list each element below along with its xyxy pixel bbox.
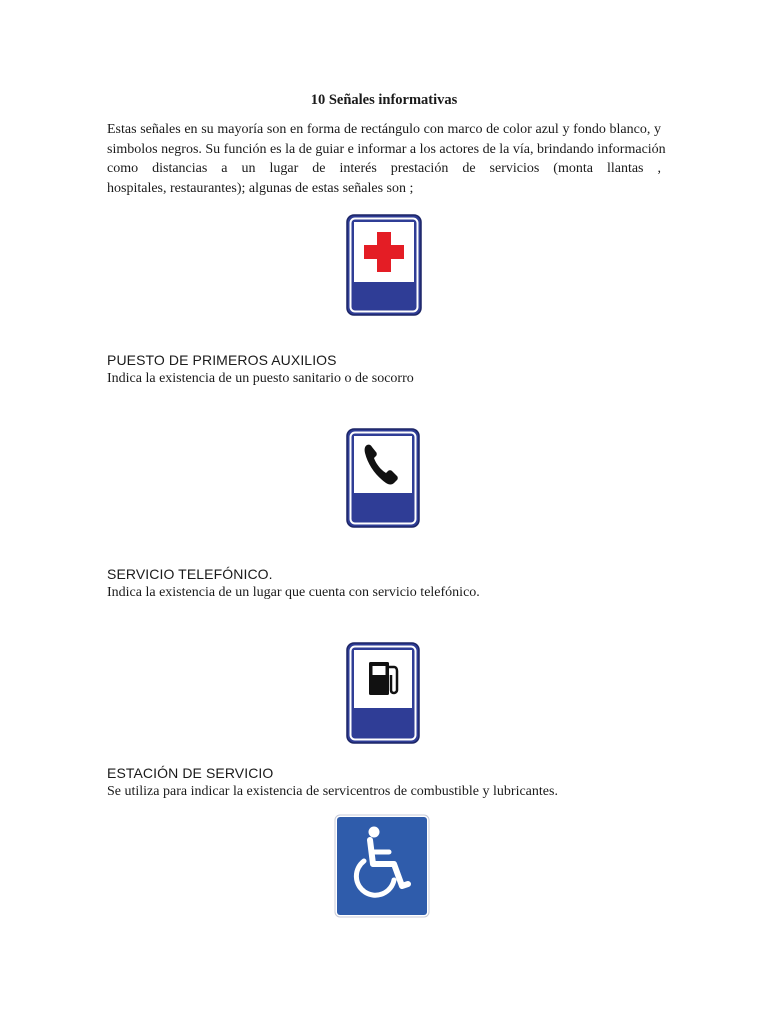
intro-line: como distancias a un lugar de interés prestación de servicios (monta llantas , [107,161,661,176]
first-aid-description: Indica la existencia de un puesto sanitario o de socorro [107,371,414,386]
document-title: 10 Señales informativas [310,92,458,108]
wheelchair-icon [334,814,430,918]
red-cross-icon [346,214,422,316]
intro-paragraph [107,120,666,198]
service-station-description: Se utiliza para indicar la existencia de servicentros de combustible y lubricantes. [107,784,558,799]
first-aid-title: PUESTO DE PRIMEROS AUXILIOS [107,352,337,368]
service-station-sign [346,642,420,744]
accessibility-sign [334,814,430,918]
telephone-sign [346,428,420,528]
intro-line: Estas señales en su mayoría son en forma de rectángulo con marco de color azul y fondo blanco, y [107,122,661,137]
telephone-description: Indica la existencia de un lugar que cuenta con servicio telefónico. [107,585,480,600]
fuel-pump-icon [346,642,420,744]
telephone-icon [346,428,420,528]
first-aid-sign [346,214,422,316]
intro-line: simbolos negros. Su función es la de guiar e informar a los actores de la vía, brindando información [107,141,666,157]
service-station-title: ESTACIÓN DE SERVICIO [107,765,274,781]
intro-line: hospitales, restaurantes); algunas de estas señales son ; [107,180,414,196]
telephone-title: SERVICIO TELEFÓNICO. [107,566,273,582]
